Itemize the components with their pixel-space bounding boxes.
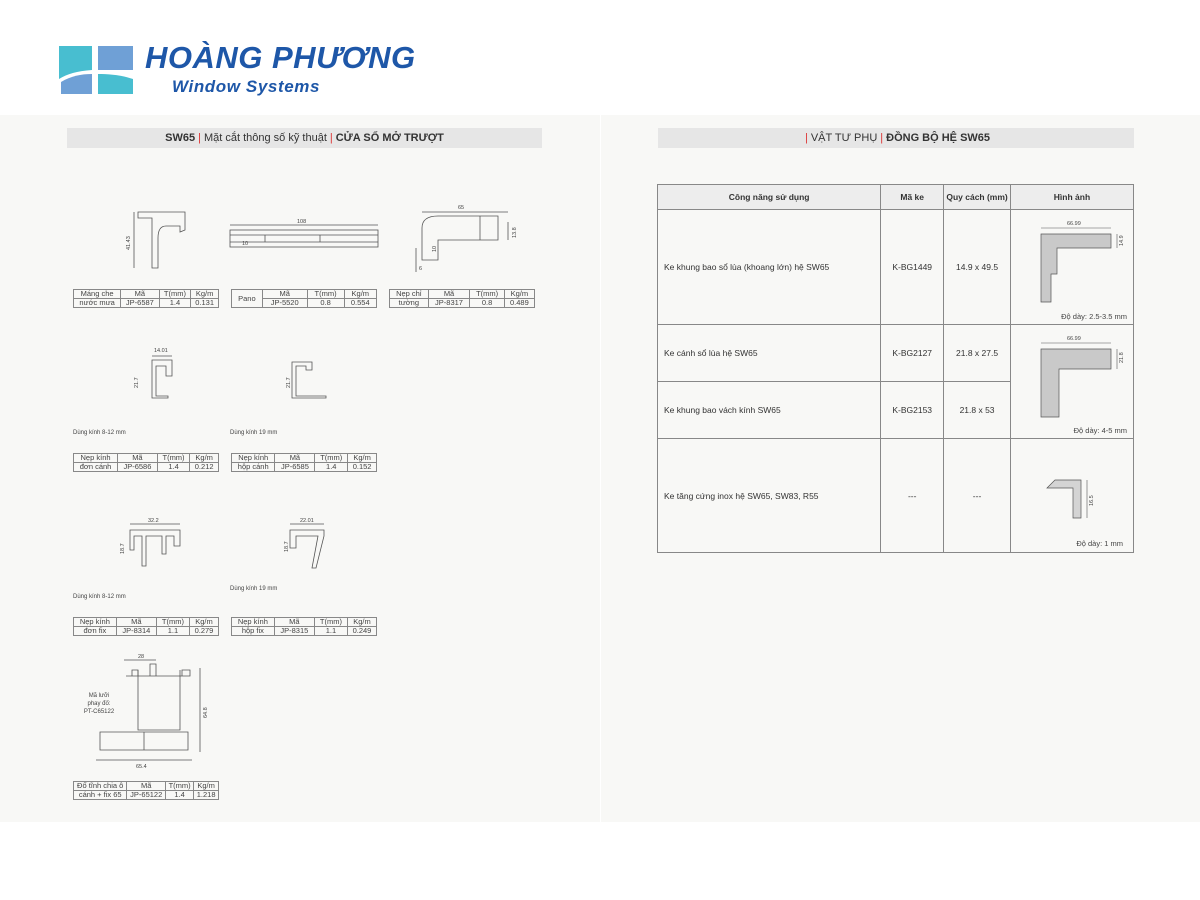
col-header: Kg/m bbox=[190, 454, 219, 463]
t-cell: 0.8 bbox=[470, 299, 504, 308]
function-cell: Ke cánh sổ lùa hệ SW65 bbox=[658, 325, 881, 382]
dim-label: 21.7 bbox=[134, 377, 140, 388]
col-header: T(mm) bbox=[157, 454, 190, 463]
image-cell bbox=[1010, 325, 1133, 439]
spec-table-jp8315 bbox=[231, 617, 377, 636]
t-cell: 1.4 bbox=[157, 463, 190, 472]
code-cell: JP-8317 bbox=[428, 299, 470, 308]
dim-label: 10 bbox=[242, 241, 249, 247]
kg-cell: 0.212 bbox=[190, 463, 219, 472]
code-cell: K-BG2153 bbox=[881, 382, 944, 439]
dim-label: 65 bbox=[458, 205, 465, 211]
t-cell: 1.4 bbox=[315, 463, 348, 472]
left-header-bar: SW65 | Mặt cắt thông số kỹ thuật | CỬA SỔ MỞ TRƯỢT bbox=[67, 128, 542, 148]
section-label: VẬT TƯ PHỤ bbox=[810, 132, 878, 144]
name-cell: cánh + fix 65 bbox=[74, 791, 127, 800]
function-cell: Ke khung bao sổ lùa (khoang lớn) hệ SW65 bbox=[658, 210, 881, 325]
spec-table-jp5520 bbox=[231, 289, 377, 308]
name-cell: đơn fix bbox=[74, 627, 117, 636]
col-header: Mã bbox=[127, 782, 166, 791]
spec-table-jp6586 bbox=[73, 453, 219, 472]
section-label: Mặt cắt thông số kỹ thuật bbox=[203, 132, 327, 144]
col-header: Kg/m bbox=[191, 290, 219, 299]
name-cell: Pano bbox=[232, 290, 263, 308]
col-header-function: Công năng sử dụng bbox=[658, 185, 881, 210]
name-cell: Nẹp kính bbox=[232, 618, 275, 627]
name-cell: Nẹp kính bbox=[74, 454, 118, 463]
col-header: Kg/m bbox=[348, 454, 377, 463]
thickness-note: Độ dày: 4-5 mm bbox=[1073, 426, 1127, 435]
image-cell bbox=[1010, 439, 1133, 553]
col-header: T(mm) bbox=[307, 290, 344, 299]
name-cell: Đố tĩnh chia ô bbox=[74, 782, 127, 791]
table-row bbox=[658, 439, 1134, 553]
code-cell: JP-6585 bbox=[275, 463, 315, 472]
dim-label: 10 bbox=[432, 245, 438, 252]
spec-cell: 21.8 x 53 bbox=[944, 382, 1011, 439]
col-header: T(mm) bbox=[314, 618, 347, 627]
t-cell: 1.4 bbox=[166, 791, 194, 800]
dim-label: 28 bbox=[138, 654, 145, 660]
thickness-note: Độ dày: 2.5-3.5 mm bbox=[1061, 312, 1127, 321]
kg-cell: 0.279 bbox=[189, 627, 218, 636]
t-cell: 1.1 bbox=[156, 627, 189, 636]
col-header: T(mm) bbox=[315, 454, 348, 463]
profile-jp8314-shape bbox=[130, 530, 180, 566]
name-cell: Máng che bbox=[74, 290, 121, 299]
page-title: ĐỒNG BỘ HỆ SW65 bbox=[886, 132, 991, 144]
table-row bbox=[658, 210, 1134, 325]
code-cell: K-BG2127 bbox=[881, 325, 944, 382]
col-header: Kg/m bbox=[194, 782, 219, 791]
col-header: Mã bbox=[275, 454, 315, 463]
name-cell: hộp cánh bbox=[232, 463, 275, 472]
code-cell: --- bbox=[881, 439, 944, 553]
glass-note: Dùng kính 19 mm bbox=[230, 430, 278, 436]
profile-jp6586-shape bbox=[152, 360, 172, 398]
name-cell: đơn cánh bbox=[74, 463, 118, 472]
kg-cell: 0.152 bbox=[348, 463, 377, 472]
col-header: Mã bbox=[262, 290, 307, 299]
col-header-image: Hình ảnh bbox=[1010, 185, 1133, 210]
dim-label: 41.43 bbox=[126, 236, 132, 250]
col-header: T(mm) bbox=[470, 290, 504, 299]
spec-table-jp6587 bbox=[73, 289, 219, 308]
dim-label: 65.4 bbox=[136, 764, 147, 770]
dim-label: 108 bbox=[297, 219, 307, 225]
spec-table-jp8317 bbox=[389, 289, 535, 308]
function-cell: Ke khung bao vách kính SW65 bbox=[658, 382, 881, 439]
mill-note-line: PT-C65122 bbox=[83, 709, 115, 715]
col-header: Kg/m bbox=[189, 618, 218, 627]
profile-pano-shape bbox=[230, 230, 378, 247]
mill-note bbox=[80, 692, 118, 716]
dim-label: 21.7 bbox=[286, 377, 292, 388]
code-cell: K-BG1449 bbox=[881, 210, 944, 325]
dim-label: 21.8 bbox=[1118, 351, 1125, 363]
mill-note-line: Mã lưỡi bbox=[88, 693, 110, 699]
spec-table-jp65122 bbox=[73, 781, 219, 800]
t-cell: 1.4 bbox=[159, 299, 191, 308]
col-header: Kg/m bbox=[504, 290, 534, 299]
col-header: T(mm) bbox=[159, 290, 191, 299]
dim-label: 18.7 bbox=[120, 543, 126, 554]
code-cell: JP-65122 bbox=[127, 791, 166, 800]
dim-label: 18.7 bbox=[284, 541, 290, 552]
spec-cell: 14.9 x 49.5 bbox=[944, 210, 1011, 325]
name-cell: Nẹp kính bbox=[74, 618, 117, 627]
dim-label: 13.8 bbox=[512, 227, 518, 238]
inox-bracket-icon bbox=[1011, 446, 1132, 546]
spec-cell: 21.8 x 27.5 bbox=[944, 325, 1011, 382]
table-header-row bbox=[658, 185, 1134, 210]
kg-cell: 0.249 bbox=[347, 627, 376, 636]
col-header: Mã bbox=[118, 454, 158, 463]
brand-name: HOÀNG PHƯƠNG bbox=[145, 40, 416, 75]
glass-note: Dùng kính 19 mm bbox=[230, 586, 278, 592]
right-header-bar: | VẬT TƯ PHỤ | ĐỒNG BỘ HỆ SW65 bbox=[658, 128, 1134, 148]
dim-label: 22.01 bbox=[300, 518, 314, 524]
brand-logo-icon bbox=[57, 44, 135, 96]
kg-cell: 0.554 bbox=[344, 299, 376, 308]
t-cell: 1.1 bbox=[314, 627, 347, 636]
kg-cell: 0.131 bbox=[191, 299, 219, 308]
col-header: Mã bbox=[116, 618, 156, 627]
function-cell: Ke tăng cứng inox hệ SW65, SW83, R55 bbox=[658, 439, 881, 553]
dim-label: 16.5 bbox=[1088, 494, 1095, 506]
code-cell: JP-6586 bbox=[118, 463, 158, 472]
spec-table-jp6585 bbox=[231, 453, 377, 472]
dim-label: 14.01 bbox=[154, 348, 168, 354]
profile-jp6587-shape bbox=[138, 212, 185, 268]
table-row bbox=[658, 325, 1134, 382]
spec-table-jp8314 bbox=[73, 617, 219, 636]
dim-label: 66.99 bbox=[1066, 335, 1081, 342]
corner-bracket-icon bbox=[1011, 212, 1132, 322]
col-header: T(mm) bbox=[166, 782, 194, 791]
col-header: Kg/m bbox=[347, 618, 376, 627]
t-cell: 0.8 bbox=[307, 299, 344, 308]
code-cell: JP-8314 bbox=[116, 627, 156, 636]
col-header-spec: Quy cách (mm) bbox=[944, 185, 1011, 210]
col-header: Mã bbox=[428, 290, 470, 299]
code-cell: JP-8315 bbox=[274, 627, 314, 636]
dim-label: 6 bbox=[419, 266, 423, 272]
brand-tagline: Window Systems bbox=[172, 77, 321, 96]
dim-label: 14.9 bbox=[1118, 235, 1125, 246]
name-cell: nước mưa bbox=[74, 299, 121, 308]
dim-label: 32.2 bbox=[148, 518, 159, 524]
name-cell: tường bbox=[390, 299, 429, 308]
corner-bracket-icon bbox=[1011, 327, 1132, 437]
spec-cell: --- bbox=[944, 439, 1011, 553]
kg-cell: 1.218 bbox=[194, 791, 219, 800]
code-cell: JP-6587 bbox=[121, 299, 159, 308]
code-cell: JP-5520 bbox=[262, 299, 307, 308]
col-header-code: Mã ke bbox=[881, 185, 944, 210]
glass-note: Dùng kính 8-12 mm bbox=[73, 594, 126, 600]
series-code: SW65 bbox=[165, 132, 196, 144]
dim-label: 66.99 bbox=[1066, 221, 1081, 227]
name-cell: hộp fix bbox=[232, 627, 275, 636]
kg-cell: 0.489 bbox=[504, 299, 534, 308]
page-title: CỬA SỔ MỞ TRƯỢT bbox=[335, 132, 444, 144]
glass-note: Dùng kính 8-12 mm bbox=[73, 430, 126, 436]
mill-note-line: phay đố: bbox=[87, 701, 111, 707]
image-cell bbox=[1010, 210, 1133, 325]
dim-label: 64.8 bbox=[203, 707, 209, 718]
name-cell: Nẹp kính bbox=[232, 454, 275, 463]
col-header: Kg/m bbox=[344, 290, 376, 299]
col-header: T(mm) bbox=[156, 618, 189, 627]
profile-drawings bbox=[60, 190, 560, 810]
col-header: Mã bbox=[274, 618, 314, 627]
profile-jp6585-shape bbox=[292, 362, 326, 398]
profile-jp8317-shape bbox=[422, 216, 498, 260]
col-header: Mã bbox=[121, 290, 159, 299]
name-cell: Nẹp chỉ bbox=[390, 290, 429, 299]
accessories-table bbox=[657, 184, 1134, 553]
thickness-note: Độ dày: 1 mm bbox=[1076, 539, 1123, 548]
profile-jp8315-shape bbox=[290, 530, 324, 568]
